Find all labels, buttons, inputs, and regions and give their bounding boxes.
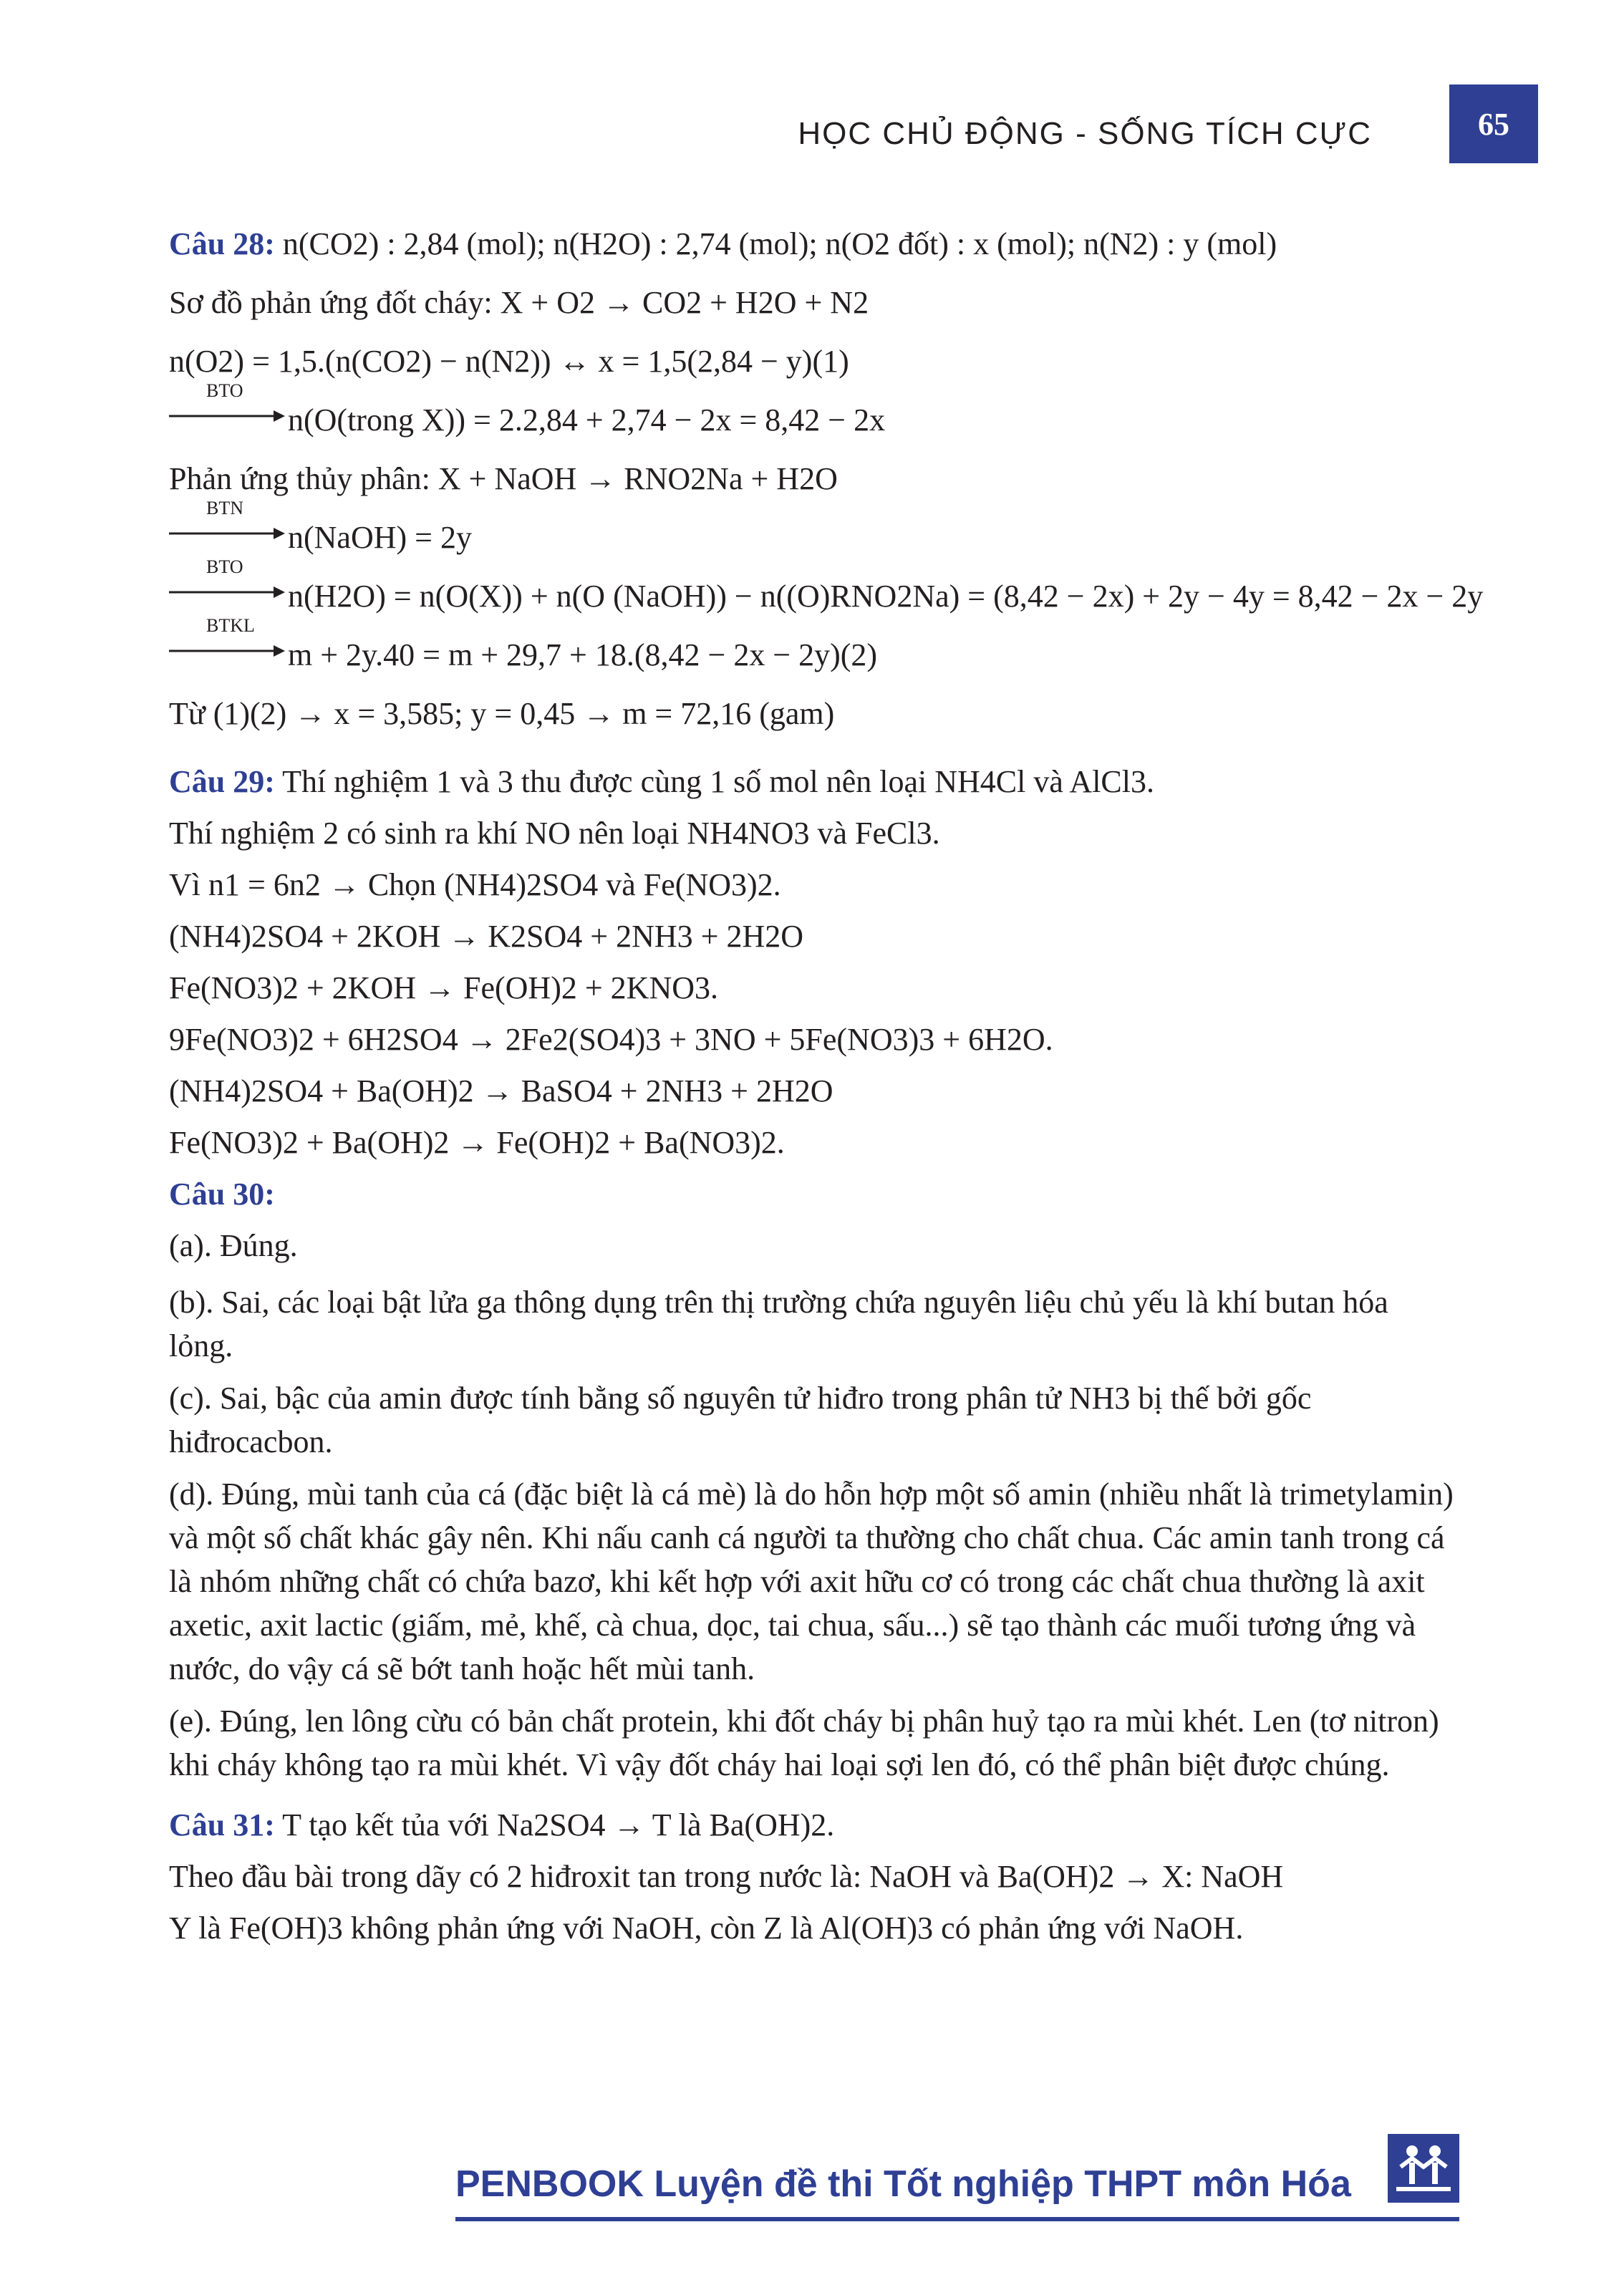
q28-line-4: BTO n(O(trong X)) = 2.2,84 + 2,74 − 2x = 8,42 − 2x: [169, 391, 1458, 450]
arrow-icon: BTKL: [169, 638, 288, 667]
arrow-icon: BTO: [169, 403, 288, 432]
q29-line-4: (NH4)2SO4 + 2KOH → K2SO4 + 2NH3 + 2H2O: [169, 919, 803, 954]
q28-line-9: Từ (1)(2) → x = 3,585; y = 0,45 → m = 72,16 (gam): [169, 696, 835, 731]
q30-item-b: (b). Sai, các loại bật lửa ga thông dụng trên thị trường chứa nguyên liệu chủ yếu là khí butan hóa lỏng.: [169, 1285, 1388, 1363]
q29-line-5: Fe(NO3)2 + 2KOH → Fe(OH)2 + 2KNO3.: [169, 970, 718, 1005]
publisher-logo-icon: [1388, 2134, 1459, 2203]
q28-line-5: Phản ứng thủy phân: X + NaOH → RNO2Na + H2O: [169, 461, 838, 496]
q31-line-3: Y là Fe(OH)3 không phản ứng với NaOH, còn Z là Al(OH)3 có phản ứng với NaOH.: [169, 1911, 1244, 1946]
running-header: HỌC CHỦ ĐỘNG - SỐNG TÍCH CỰC: [798, 116, 1372, 151]
q28-line-7: BTO n(H2O) = n(O(X)) + n(O (NaOH)) − n((O)RNO2Na) = (8,42 − 2x) + 2y − 4y = 8,42 − 2x − 2y: [169, 567, 1458, 626]
q30-item-a: (a). Đúng.: [169, 1228, 298, 1263]
footer-title: PENBOOK Luyện đề thi Tốt nghiệp THPT môn Hóa: [455, 2163, 1351, 2205]
q29-line-6: 9Fe(NO3)2 + 6H2SO4 → 2Fe2(SO4)3 + 3NO + 5Fe(NO3)3 + 6H2O.: [169, 1022, 1053, 1057]
page-number: 65: [1449, 84, 1538, 163]
q30-item-d: (d). Đúng, mùi tanh của cá (đặc biệt là cá mè) là do hỗn hợp một số amin (nhiều nhất là trimetylamin) và một số chất khác gây nên. Khi nấu canh cá người ta thường cho chất chua. Các amin tanh trong cá là nhóm những chất có chứa bazơ, khi kết hợp với axit hữu cơ có trong các chất chua thường là axit axetic, axit lactic (giấm, mẻ, khế, cà chua, dọc, tai chua, sấu...) sẽ tạo thành các muối tương ứng và nước, do vậy cá sẽ bớt tanh hoặc hết mùi tanh.: [169, 1477, 1454, 1686]
q30-item-e: (e). Đúng, len lông cừu có bản chất protein, khi đốt cháy bị phân huỷ tạo ra mùi khét. Len (tơ nitron) khi cháy không tạo ra mùi khét. Vì vậy đốt cháy hai loại sợi len đó, có thể phân biệt được chúng.: [169, 1704, 1439, 1782]
q28-line-2: Sơ đồ phản ứng đốt cháy: X + O2 → CO2 + H2O + N2: [169, 285, 869, 320]
footer-rule: [455, 2217, 1459, 2221]
page-body: [169, 215, 1484, 1954]
q29-line-8: Fe(NO3)2 + Ba(OH)2 → Fe(OH)2 + Ba(NO3)2.: [169, 1125, 785, 1160]
question-label: Câu 29:: [169, 764, 275, 799]
q29-line-2: Thí nghiệm 2 có sinh ra khí NO nên loại NH4NO3 và FeCl3.: [169, 816, 940, 851]
q29-line-7: (NH4)2SO4 + Ba(OH)2 → BaSO4 + 2NH3 + 2H2O: [169, 1073, 833, 1108]
q29-line-3: Vì n1 = 6n2 → Chọn (NH4)2SO4 và Fe(NO3)2.: [169, 867, 781, 902]
q31-line-1: Câu 31: T tạo kết tủa với Na2SO4 → T là Ba(OH)2.: [169, 1807, 835, 1842]
q30-label: [169, 1169, 1458, 1220]
question-label: Câu 28:: [169, 226, 275, 261]
arrow-icon: BTO: [169, 579, 288, 608]
question-label: Câu 30:: [169, 1177, 275, 1212]
q28-line-1: Câu 28: n(CO2) : 2,84 (mol); n(H2O) : 2,74 (mol); n(O2 đốt) : x (mol); n(N2) : y (mol): [169, 226, 1277, 261]
q28-line-3: n(O2) = 1,5.(n(CO2) − n(N2)) ↔ x = 1,5(2,84 − y)(1): [169, 344, 849, 379]
arrow-icon: BTN: [169, 521, 288, 549]
q28-line-6: BTN n(NaOH) = 2y: [169, 508, 1458, 567]
q31-line-2: Theo đầu bài trong dãy có 2 hiđroxit tan trong nước là: NaOH và Ba(OH)2 → X: NaOH: [169, 1859, 1284, 1894]
q29-line-1: Câu 29: Thí nghiệm 1 và 3 thu được cùng 1 số mol nên loại NH4Cl và AlCl3.: [169, 764, 1154, 799]
q30-item-c: (c). Sai, bậc của amin được tính bằng số nguyên tử hiđro trong phân tử NH3 bị thế bởi gốc hiđrocacbon.: [169, 1381, 1312, 1459]
q28-line-8: BTKL m + 2y.40 = m + 29,7 + 18.(8,42 − 2x − 2y)(2): [169, 626, 1458, 685]
question-label: Câu 31:: [169, 1807, 275, 1842]
